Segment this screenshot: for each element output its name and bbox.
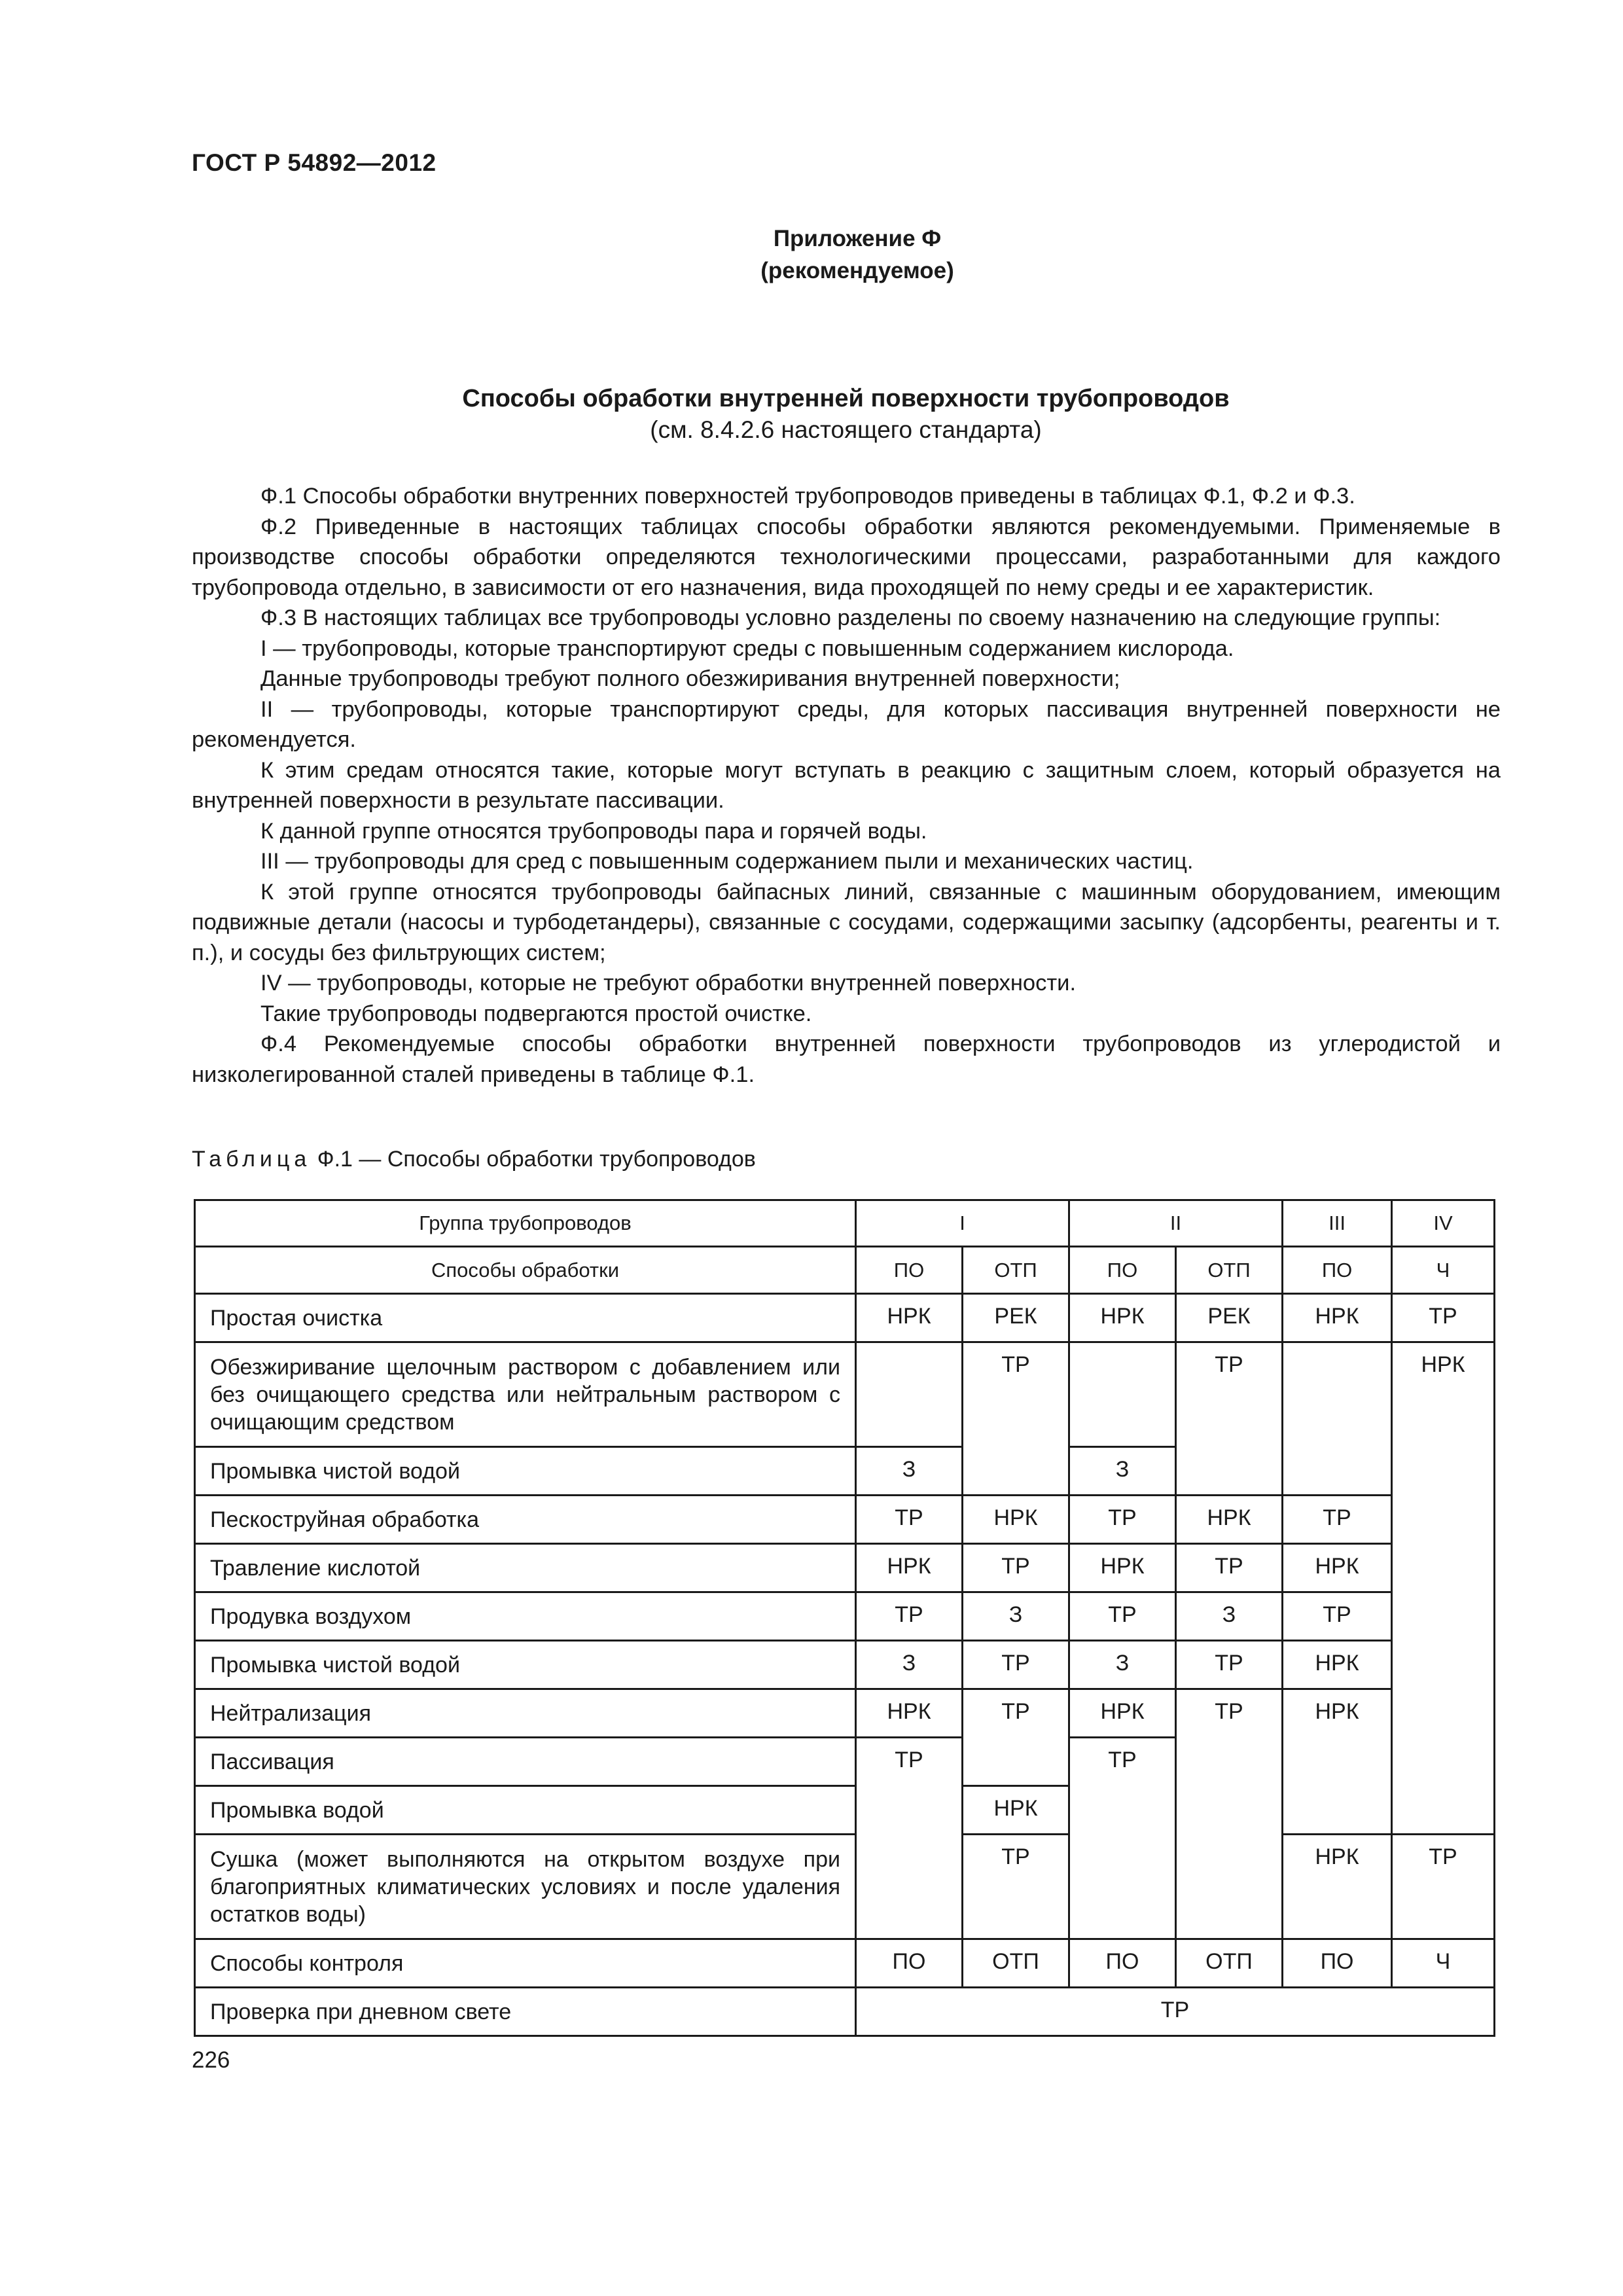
row-label: Пассивация	[195, 1738, 856, 1786]
table-cell: НРК	[1283, 1294, 1392, 1342]
table-cell: ТР	[1176, 1641, 1283, 1689]
table-caption-prefix: Таблица	[192, 1147, 312, 1172]
table-cell: З	[1069, 1641, 1176, 1689]
group-iii: III	[1283, 1200, 1392, 1247]
table-caption	[192, 1147, 756, 1172]
table-cell: ТР	[963, 1544, 1069, 1592]
table-cell: ПО	[856, 1939, 963, 1988]
table-cell: НРК	[1283, 1689, 1392, 1835]
group-ii: II	[1069, 1200, 1283, 1247]
paragraph: III — трубопроводы для сред с повышенным содержанием пыли и механических частиц.	[260, 849, 1194, 874]
group-i: I	[856, 1200, 1069, 1247]
row-label: Обезжиривание щелочным раствором с добавлением или без очищающего средства или нейтральным раствором с очищающим средством	[195, 1342, 856, 1447]
row-label: Способы контроля	[195, 1939, 856, 1988]
table-cell: ТР	[963, 1641, 1069, 1689]
paragraph: Ф.3 В настоящих таблицах все трубопроводы условно разделены по своему назначению на следующие группы:	[260, 605, 1441, 630]
table-cell: ОТП	[1176, 1939, 1283, 1988]
row-label: Продувка воздухом	[195, 1592, 856, 1641]
table-cell: ТР	[856, 1496, 963, 1544]
section-title: Способы обработки внутренней поверхности трубопроводов	[462, 385, 1230, 412]
paragraph: Данные трубопроводы требуют полного обезжиривания внутренней поверхности;	[260, 666, 1120, 691]
table-row	[195, 1294, 1495, 1342]
row-label: Травление кислотой	[195, 1544, 856, 1592]
page-number: 226	[192, 2047, 230, 2073]
table-cell: ПО	[1283, 1939, 1392, 1988]
table-cell: З	[856, 1447, 963, 1496]
paragraph: II — трубопроводы, которые транспортируют среды, для которых пассивация внутренней поверхности не рекомендуется.	[192, 696, 1501, 752]
table-row	[195, 1544, 1495, 1592]
table-cell	[856, 1342, 963, 1447]
row-label: Пескоструйная обработка	[195, 1496, 856, 1544]
row-label: Промывка чистой водой	[195, 1641, 856, 1689]
method-code: ПО	[1069, 1247, 1176, 1294]
paragraph: К этой группе относятся трубопроводы байпасных линий, связанные с машинным оборудованием, имеющим подвижные детали (насосы и турбодетандеры), связанные с сосудами, содержащими засыпку (адсорбенты, реагенты и т. п.), и сосуды без фильтрующих систем;	[192, 879, 1501, 965]
table-row	[195, 1988, 1495, 2036]
paragraph: I — трубопроводы, которые транспортируют среды с повышенным содержанием кислорода.	[260, 636, 1234, 661]
table-row	[195, 1342, 1495, 1447]
table-cell: НРК	[963, 1496, 1069, 1544]
table-cell: РЕК	[1176, 1294, 1283, 1342]
table-cell	[1283, 1342, 1392, 1496]
paragraph: Ф.4 Рекомендуемые способы обработки внутренней поверхности трубопроводов из углеродистой и низколегированной сталей приведены в таблице Ф.1.	[192, 1031, 1501, 1087]
table-cell: ТР	[856, 1592, 963, 1641]
table-cell: НРК	[1283, 1835, 1392, 1939]
table-cell: НРК	[856, 1294, 963, 1342]
paragraph: Ф.2 Приведенные в настоящих таблицах способы обработки являются рекомендуемыми. Применяемые в производстве способы обработки определяются технологическими процессами, разработанными для каждого трубопровода отдельно, в зависимости от его назначения, вида проходящей по нему среды и ее характеристик.	[192, 514, 1501, 600]
table-cell: ТР	[856, 1988, 1495, 2036]
table-cell: НРК	[1283, 1544, 1392, 1592]
body-text	[192, 481, 1501, 1090]
table-cell: ТР	[1392, 1835, 1495, 1939]
row-label: Промывка чистой водой	[195, 1447, 856, 1496]
row-label: Проверка при дневном свете	[195, 1988, 856, 2036]
table-cell: З	[856, 1641, 963, 1689]
table-cell: ТР	[963, 1689, 1069, 1786]
table-cell: ТР	[1176, 1689, 1283, 1939]
table-row	[195, 1939, 1495, 1988]
row-label: Сушка (может выполняются на открытом воздухе при благоприятных климатических условиях и после удаления остатков воды)	[195, 1835, 856, 1939]
table-caption-text: Ф.1 — Способы обработки трубопроводов	[317, 1147, 756, 1172]
group-header: Группа трубопроводов	[195, 1200, 856, 1247]
table-cell: ТР	[1176, 1342, 1283, 1496]
paragraph: К данной группе относятся трубопроводы пара и горячей воды.	[260, 818, 927, 844]
table-cell: НРК	[1176, 1496, 1283, 1544]
table-cell: ТР	[963, 1342, 1069, 1496]
section-subtitle: (см. 8.4.2.6 настоящего стандарта)	[650, 416, 1042, 443]
table-cell: НРК	[1283, 1641, 1392, 1689]
table-cell: НРК	[1069, 1689, 1176, 1738]
table-row	[195, 1835, 1495, 1939]
table-cell: ТР	[1176, 1544, 1283, 1592]
methods-header: Способы обработки	[195, 1247, 856, 1294]
table-row	[195, 1641, 1495, 1689]
table-cell: РЕК	[963, 1294, 1069, 1342]
table-cell: ОТП	[963, 1939, 1069, 1988]
paragraph: Такие трубопроводы подвергаются простой очистке.	[260, 1001, 812, 1026]
table-cell: НРК	[856, 1689, 963, 1738]
method-code: ПО	[856, 1247, 963, 1294]
table-cell: ТР	[1069, 1496, 1176, 1544]
table-header-row	[195, 1247, 1495, 1294]
table-cell: ПО	[1069, 1939, 1176, 1988]
table-cell: ТР	[1283, 1592, 1392, 1641]
row-label: Простая очистка	[195, 1294, 856, 1342]
appendix-status: (рекомендуемое)	[760, 258, 954, 283]
table-cell: ТР	[963, 1835, 1069, 1939]
table-row	[195, 1592, 1495, 1641]
table-cell: НРК	[1392, 1342, 1495, 1835]
table-cell	[1069, 1342, 1176, 1447]
table-cell: ТР	[856, 1738, 963, 1939]
treatment-table	[194, 1199, 1495, 2037]
table-cell: З	[963, 1592, 1069, 1641]
table-cell: ТР	[1069, 1738, 1176, 1939]
table-cell: НРК	[963, 1786, 1069, 1835]
table-cell: НРК	[856, 1544, 963, 1592]
method-code: Ч	[1392, 1247, 1495, 1294]
table-cell: НРК	[1069, 1544, 1176, 1592]
paragraph: К этим средам относятся такие, которые могут вступать в реакцию с защитным слоем, который образуется на внутренней поверхности в результате пассивации.	[192, 757, 1501, 813]
table-cell: ТР	[1392, 1294, 1495, 1342]
method-code: ПО	[1283, 1247, 1392, 1294]
group-iv: IV	[1392, 1200, 1495, 1247]
method-code: ОТП	[1176, 1247, 1283, 1294]
table-header-row	[195, 1200, 1495, 1247]
table-cell: ТР	[1283, 1496, 1392, 1544]
table-cell: З	[1069, 1447, 1176, 1496]
table-cell: З	[1176, 1592, 1283, 1641]
row-label: Промывка водой	[195, 1786, 856, 1835]
paragraph: Ф.1 Способы обработки внутренних поверхностей трубопроводов приведены в таблицах Ф.1, Ф.2 и Ф.3.	[260, 484, 1355, 509]
row-label: Нейтрализация	[195, 1689, 856, 1738]
table-cell: ТР	[1069, 1592, 1176, 1641]
paragraph: IV — трубопроводы, которые не требуют обработки внутренней поверхности.	[260, 971, 1077, 996]
table-cell: НРК	[1069, 1294, 1176, 1342]
appendix-title: Приложение Ф	[773, 226, 942, 251]
table-cell: Ч	[1392, 1939, 1495, 1988]
standard-header: ГОСТ Р 54892—2012	[192, 149, 437, 176]
table-row	[195, 1496, 1495, 1544]
method-code: ОТП	[963, 1247, 1069, 1294]
table-row	[195, 1689, 1495, 1738]
